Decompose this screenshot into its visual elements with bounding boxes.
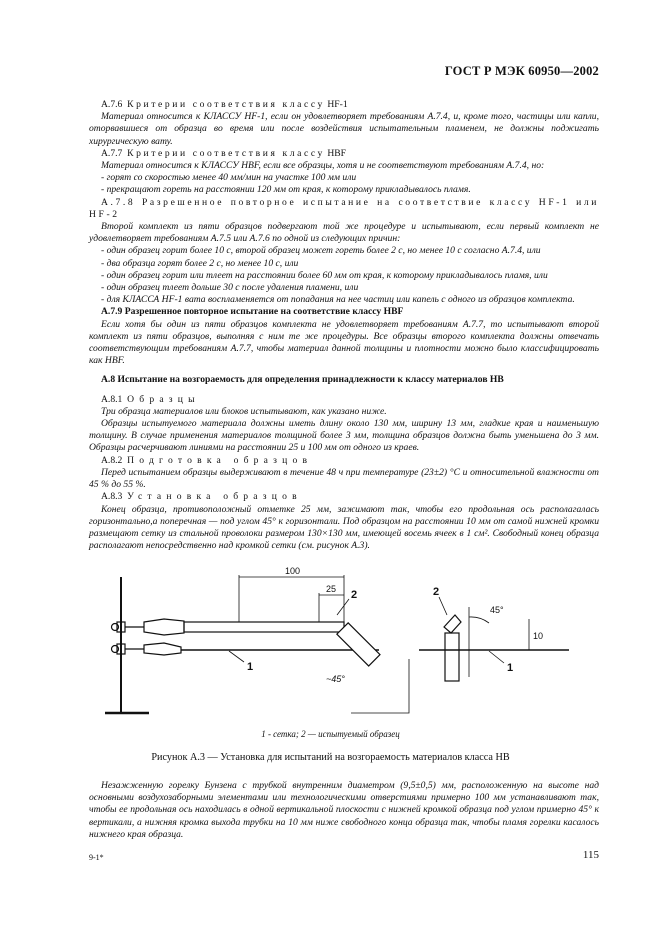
a83-title: Установка образцов <box>127 491 302 503</box>
a78-item: - один образец тлеет дольше 30 с после удаления пламени, или <box>101 282 359 294</box>
burner-tube <box>337 623 380 666</box>
a81-text-1: Три образца материалов или блоков испытывают, как указано ниже. <box>101 405 387 417</box>
leader-1b <box>489 651 504 663</box>
page-number: 115 <box>582 849 599 861</box>
a78-item: - два образца горят более 2 с, но менее 10 с, или <box>101 257 299 269</box>
label-2: 2 <box>351 589 358 601</box>
a77-class: HBF <box>327 147 347 159</box>
detail-burner <box>445 633 459 681</box>
section-a76-heading <box>89 99 599 111</box>
detail-angle-arc <box>469 617 489 623</box>
section-a82-heading <box>89 455 599 467</box>
a78-text: Второй комплект из пяти образцов подвергают той же процедуре и испытывают, если первый комплект не удовлетворяет требованиям А.7.5 или А.7.6 по одной из следующих причин: <box>89 221 599 245</box>
leader-2b <box>439 597 447 615</box>
a76-text: Материал относится к КЛАССУ HF-1, если он удовлетворяет требованиям А.7.4, и, кроме того, частицы или капли, оторвавшиеся от образца во время или после воздействия испытательным пламенем, не должны поджигать хирургическую вату. <box>89 111 599 147</box>
a77-item: - горят со скоростью менее 40 мм/мин на участке 100 мм или <box>101 172 357 184</box>
a77-title: Критерии соответствия классу <box>127 147 325 159</box>
a82-text: Перед испытанием образцы выдерживают в течение 48 ч при температуре (23±2) °С и относительной влажности от 45 % до 55 %. <box>89 466 599 491</box>
a77-num: А.7.7 <box>101 147 123 159</box>
a76-title: Критерии соответствия классу <box>127 99 325 110</box>
label-1: 1 <box>247 661 254 673</box>
label-1b: 1 <box>507 662 514 674</box>
a81-text-2: Образцы испытуемого материала должны иметь длину около 130 мм, ширину 13 мм, гладкие края и наименьшую толщину. В случае применения материалов толщиной более 3 мм, толщина образцов должна быть уменьшена до 3 мм. Образцы расчерчивают линиями на расстоянии 25 и 100 мм от одного из краев. <box>89 418 599 454</box>
a81-num: А.8.1 <box>101 393 123 405</box>
after-figure-text <box>89 780 599 841</box>
figure-a3-diagram <box>89 567 599 727</box>
leader-1 <box>229 651 244 662</box>
gauze-jaw <box>144 643 181 655</box>
label-10: 10 <box>533 631 544 641</box>
section-a78-heading: А.7.8 Разрешенное повторное испытание на соответствие классу HF-1 или HF-2 <box>89 196 599 220</box>
leader-2 <box>337 599 349 615</box>
section-a81-heading <box>89 394 599 406</box>
burner-text: Незажженную горелку Бунзена с трубкой внутренним диаметром (9,5±0,5) мм, расположенную на высоте над основными воздухозаборными элементами или технологическими отверстиями примерно 100 мм устанавливают так, чтобы ее продольная ось находилась в одной вертикальной плоскости с нижней кромкой образца под углом примерно 45° к вертикали, а нижняя кромка выхода трубки на 10 мм ниже свободного конца образца так, чтобы пламя горелки касалось нижнего края образца. <box>89 780 599 840</box>
label-45-approx: ~45° <box>326 674 345 684</box>
footer-signature: 9-1* <box>89 853 104 862</box>
a79-text: Если хотя бы один из пяти образцов комплекта не удовлетворяет требованиям А.7.7, то испытывают второй комплект из пяти образцов, выполняя с ним те же процедуры. Все образцы второго комплекта должны отвечать соответствующим требованиям А.7.7, чтобы материал данной толщины и плотности можно было классифицировать как HBF. <box>89 318 599 367</box>
a77-item: - прекращают гореть на расстоянии 120 мм от края, к которому прикладывалось пламя. <box>101 184 471 196</box>
a76-class: HF-1 <box>327 99 348 110</box>
a76-num: А.7.6 <box>101 99 123 110</box>
a78-item: - один образец горит более 10 с, второй образец может гореть более 2 с, но менее 10 с согласно А.7.4, или <box>101 245 541 257</box>
label-25: 25 <box>326 584 337 594</box>
a82-num: А.8.2 <box>101 454 123 466</box>
label-100: 100 <box>285 567 301 576</box>
section-a79-heading: А.7.9 Разрешенное повторное испытание на соответствие классу HBF <box>101 306 404 318</box>
a83-num: А.8.3 <box>101 491 123 503</box>
a83-text: Конец образца, противоположный отметке 25 мм, зажимают так, чтобы его продольная ось располагалась горизонтально,а поперечная — под углом 45° к горизонтали. Под образцом на расстоянии 10 мм от самой нижней кромки размещают сетку из стальной проволоки размером 130×130 мм, имеющей восемь ячеек в 1 см². Свободный конец образца располагают непосредственно над кромкой сетки (см. рисунок А.3). <box>89 503 599 552</box>
label-2b: 2 <box>433 586 440 598</box>
a78-item: - для КЛАССА HF-1 вата воспламеняется от попадания на нее частиц или капель с одного из образцов комплекта. <box>101 294 575 306</box>
section-a8-heading: А.8 Испытание на возгораемость для определения принадлежности к классу материалов HB <box>101 374 504 386</box>
main-text <box>89 99 599 552</box>
angle-triangle <box>351 659 409 713</box>
standard-header: ГОСТ Р МЭК 60950—2002 <box>444 64 599 78</box>
detail-specimen <box>444 615 461 633</box>
label-45: 45° <box>490 605 504 615</box>
section-a83-heading <box>89 491 599 503</box>
section-a77-heading <box>89 148 599 160</box>
specimen-bar <box>184 622 344 632</box>
a81-title: Образцы <box>127 393 200 405</box>
a82-title: Подготовка образцов <box>127 454 313 466</box>
a78-item: - один образец горит или тлеет на расстоянии более 60 мм от края, к которому прикладывалось пламя, или <box>101 269 548 281</box>
figure-caption: Рисунок А.3 — Установка для испытаний на возгораемость материалов класса HB <box>151 752 510 763</box>
a77-text: Материал относится к КЛАССУ HBF, если все образцы, хотя и не соответствуют требованиям А.7.4, но: <box>101 160 545 172</box>
specimen-jaw <box>144 619 184 635</box>
figure-legend: 1 - сетка; 2 — испытуемый образец <box>261 729 400 739</box>
